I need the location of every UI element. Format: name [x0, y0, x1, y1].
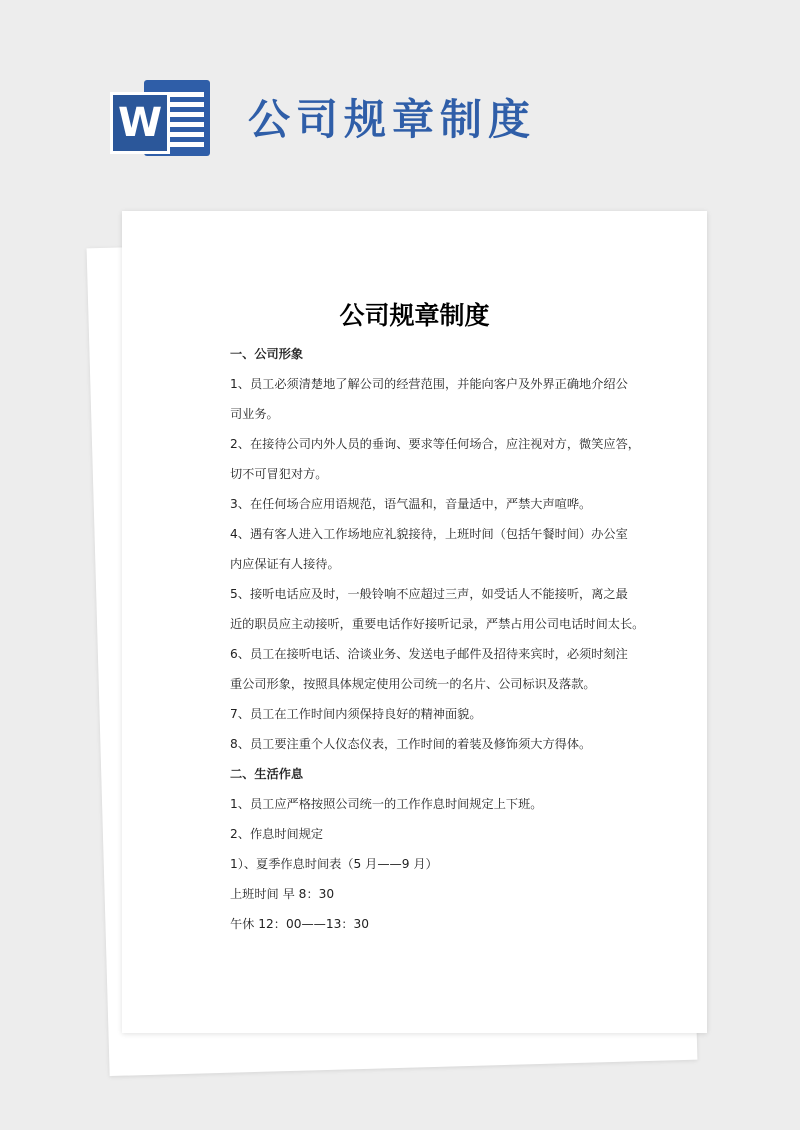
paragraph-line: 内应保证有人接待。 [230, 557, 340, 571]
header [110, 72, 536, 162]
paragraph-line: 重公司形象，按照具体规定使用公司统一的名片、公司标识及落款。 [230, 677, 596, 691]
document-page [122, 211, 707, 1033]
document-title: 公司规章制度 [339, 301, 490, 330]
paragraph-line: 1、员工应严格按照公司统一的工作作息时间规定上下班。 [230, 797, 543, 811]
paragraph-line: 切不可冒犯对方。 [230, 467, 328, 481]
paragraph-line: 司业务。 [230, 407, 279, 421]
document-body [230, 339, 654, 939]
word-icon [110, 74, 214, 160]
paragraph-line: 2、作息时间规定 [230, 827, 324, 841]
paragraph-line: 午休 12：00——13：30 [230, 917, 370, 931]
paragraph-line: 6、员工在接听电话、洽谈业务、发送电子邮件及招待来宾时，必须时刻注 [230, 647, 628, 661]
section-heading: 一、公司形象 [230, 347, 304, 361]
paragraph-line: 近的职员应主动接听，重要电话作好接听记录，严禁占用公司电话时间太长。 [230, 617, 645, 631]
paragraph-line: 3、在任何场合应用语规范，语气温和，音量适中，严禁大声喧哗。 [230, 497, 592, 511]
paragraph-line: 7、员工在工作时间内须保持良好的精神面貌。 [230, 707, 482, 721]
paragraph-line: 8、员工要注重个人仪态仪表，工作时间的着装及修饰须大方得体。 [230, 737, 592, 751]
section-heading: 二、生活作息 [230, 767, 304, 781]
paragraph-line: 2、在接待公司内外人员的垂询、要求等任何场合，应注视对方，微笑应答， [230, 437, 640, 451]
paragraph-line: 上班时间 早 8：30 [230, 887, 335, 901]
header-title: 公司规章制度 [248, 95, 537, 144]
word-icon-letter: W [110, 92, 170, 154]
paragraph-line: 1、员工必须清楚地了解公司的经营范围，并能向客户及外界正确地介绍公 [230, 377, 628, 391]
paragraph-line: 5、接听电话应及时，一般铃响不应超过三声，如受话人不能接听，离之最 [230, 587, 628, 601]
paragraph-line: 1）、夏季作息时间表（5 月——9 月） [230, 857, 438, 871]
paragraph-line: 4、遇有客人进入工作场地应礼貌接待，上班时间（包括午餐时间）办公室 [230, 527, 628, 541]
